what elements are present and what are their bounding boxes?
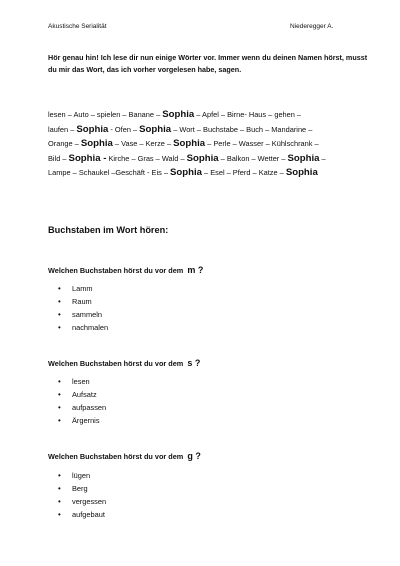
word-text: Kirche – Gras – Wald – <box>106 153 187 163</box>
word-text: - Ofen – <box>108 124 140 134</box>
question-g <box>48 451 201 461</box>
word-line <box>48 123 378 138</box>
word-text: – Apfel – Birne- Haus – gehen – <box>194 110 302 119</box>
word-text: lesen – Auto – spielen – Banane – <box>48 110 163 119</box>
word-line <box>48 108 378 123</box>
word-text: laufen – <box>48 124 77 134</box>
list-item: • aufpassen <box>58 401 106 414</box>
list-item: • Berg <box>58 482 106 495</box>
name-highlight: Sophia <box>170 167 202 178</box>
answer-list-s <box>58 375 106 427</box>
word-sequence <box>48 108 378 181</box>
name-highlight: Sophia <box>173 138 206 149</box>
name-highlight: Sophia <box>285 167 318 178</box>
word-text: – Balkon – Wetter – <box>218 153 288 163</box>
answer-list-g <box>58 469 106 521</box>
word-line <box>48 152 378 167</box>
name-highlight: Sophia <box>162 109 195 120</box>
list-item: • Ärgernis <box>58 414 106 427</box>
name-highlight: Sophia <box>186 152 219 164</box>
instructions: Hör genau hin! Ich lese dir nun einige Wörter vor. Immer wenn du deinen Namen hörst, musst du mir das Wort, das ich vorher vorgelesen habe, sagen. <box>48 53 368 74</box>
name-highlight: Sophia <box>80 138 113 149</box>
word-text: – <box>319 153 326 163</box>
list-item: • Aufsatz <box>58 388 106 401</box>
list-item: • Lamm <box>58 282 108 295</box>
name-highlight: Sophia <box>287 152 320 164</box>
header-title: Akustische Serialität <box>48 23 107 30</box>
list-item: • Raum <box>58 295 108 308</box>
list-item: • lügen <box>58 469 106 482</box>
name-highlight: Sophia <box>76 123 109 135</box>
word-text: – Esel – Pferd – Katze – <box>202 168 286 177</box>
list-item: • nachmalen <box>58 321 108 334</box>
word-line <box>48 166 378 181</box>
name-highlight: Sophia - <box>68 152 107 164</box>
word-line <box>48 137 378 152</box>
list-item: • sammeln <box>58 308 108 321</box>
word-text: Lampe – Schaukel –Geschäft - Eis – <box>48 168 171 177</box>
question-letter: s ? <box>187 358 201 368</box>
list-item: • lesen <box>58 375 106 388</box>
word-text: – Vase – Kerze – <box>112 139 174 148</box>
question-text: Welchen Buchstaben hörst du vor dem <box>48 452 184 461</box>
section-heading: Buchstaben im Wort hören: <box>48 225 169 235</box>
word-text: – Wort – Buchstabe – Buch – Mandarine – <box>171 124 313 134</box>
question-text: Welchen Buchstaben hörst du vor dem <box>48 266 184 275</box>
question-m <box>48 265 203 275</box>
list-item: • aufgebaut <box>58 508 106 521</box>
name-highlight: Sophia <box>139 123 172 135</box>
question-letter: g ? <box>187 451 201 461</box>
answer-list-m <box>58 282 108 334</box>
list-item: • vergessen <box>58 495 106 508</box>
word-text: Orange – <box>48 139 81 148</box>
question-letter: m ? <box>187 265 204 275</box>
question-text: Welchen Buchstaben hörst du vor dem <box>48 359 184 368</box>
word-text: – Perle – Wasser – Kühlschrank – <box>205 139 319 148</box>
word-text: Bild – <box>48 153 69 163</box>
header-author: Niederegger A. <box>290 23 334 30</box>
question-s <box>48 358 200 368</box>
